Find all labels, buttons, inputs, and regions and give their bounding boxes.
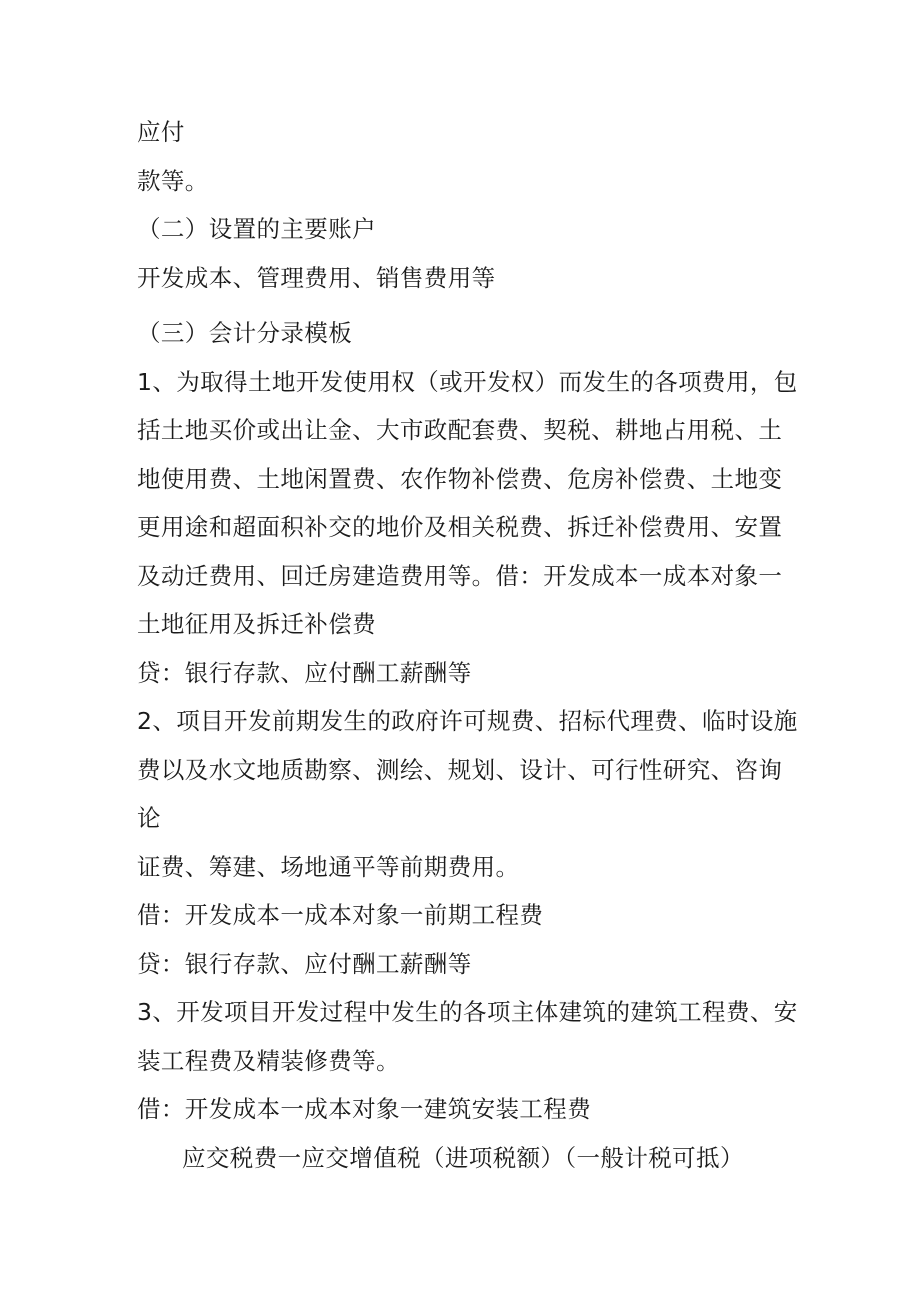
text-line: 借：开发成本一成本对象一建筑安装工程费: [137, 1095, 592, 1123]
text-line: 款等。: [137, 167, 209, 195]
text-line: 地使用费、土地闲置费、农作物补偿费、危房补偿费、土地变: [137, 465, 783, 493]
text-line: 装工程费及精装修费等。: [137, 1047, 400, 1075]
text-line: 应付: [137, 118, 185, 146]
text-line: 借：开发成本一成本对象一前期工程费: [137, 901, 544, 929]
text-line: 土地征用及拆迁补偿费: [137, 610, 376, 638]
text-line: 论: [137, 804, 161, 832]
text-line: 1、为取得土地开发使用权（或开发权）而发生的各项费用，包: [137, 368, 798, 396]
text-line: 及动迁费用、回迁房建造费用等。借：开发成本一成本对象一: [137, 562, 783, 590]
text-line: 贷：银行存款、应付酬工薪酬等: [137, 659, 472, 687]
text-line: 括土地买价或出让金、大市政配套费、契税、耕地占用税、土: [137, 416, 783, 444]
text-line: 2、项目开发前期发生的政府许可规费、招标代理费、临时设施: [137, 707, 798, 735]
text-line: 应交税费一应交增值税（进项税额）（一般计税可抵）: [182, 1144, 744, 1172]
section-heading: （二）设置的主要账户: [137, 215, 376, 243]
text-line: 贷：银行存款、应付酬工薪酬等: [137, 950, 472, 978]
text-line: 开发成本、管理费用、销售费用等: [137, 264, 496, 292]
text-line: 3、开发项目开发过程中发生的各项主体建筑的建筑工程费、安: [137, 998, 798, 1026]
text-line: 更用途和超面积补交的地价及相关税费、拆迁补偿费用、安置: [137, 513, 783, 541]
text-line: 证费、筹建、场地通平等前期费用。: [137, 853, 520, 881]
section-heading: （三）会计分录模板: [137, 319, 353, 347]
text-line: 费以及水文地质勘察、测绘、规划、设计、可行性研究、咨询: [137, 756, 783, 784]
